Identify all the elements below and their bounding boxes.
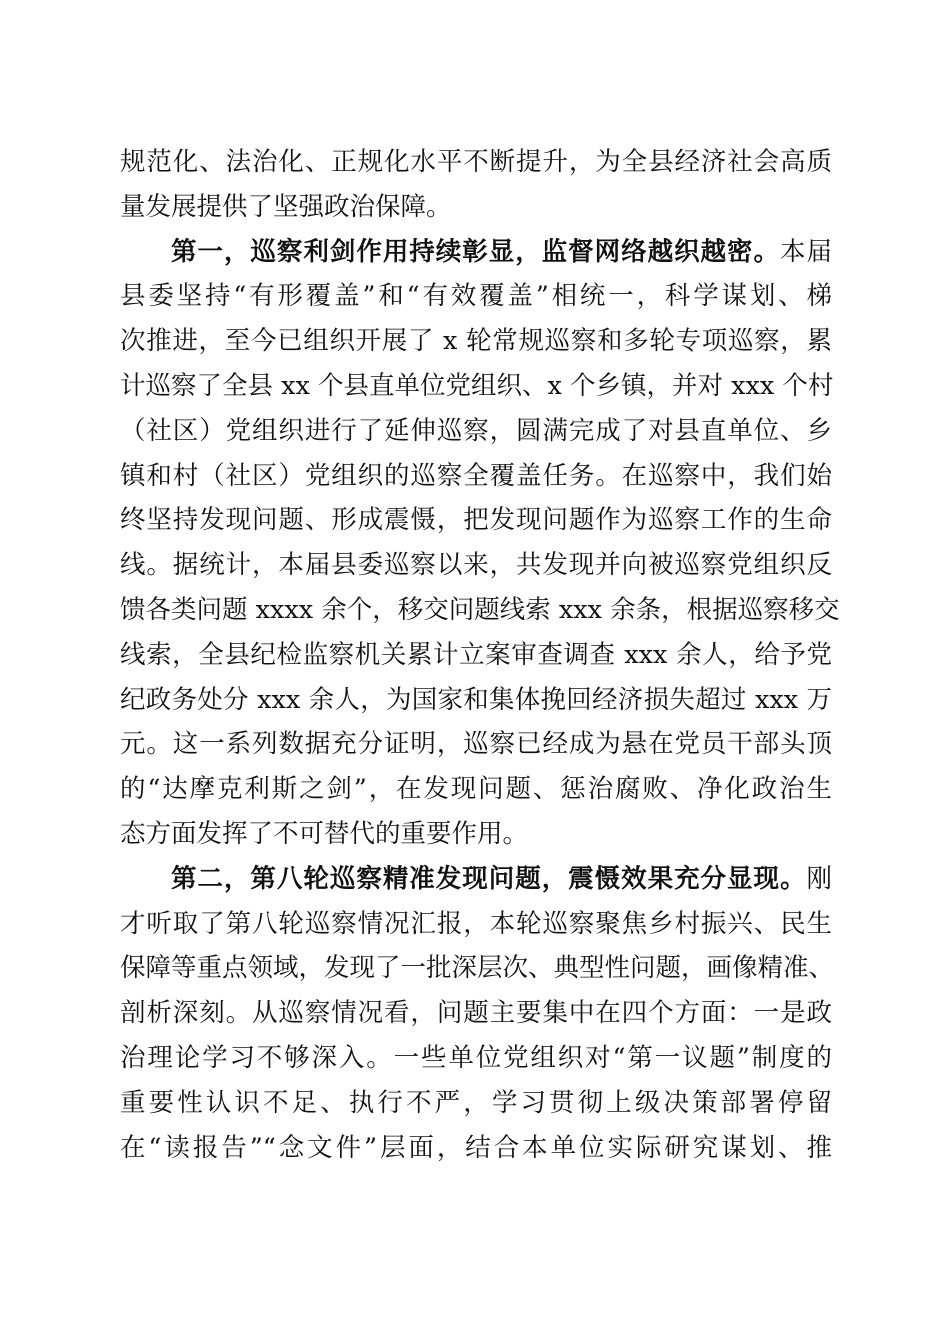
paragraph-1-line: 终坚持发现问题、形成震慑，把发现问题作为巡察工作的生命 <box>120 505 832 536</box>
paragraph-2-line: 剖析深刻。从巡察情况看，问题主要集中在四个方面：一是政 <box>120 998 832 1029</box>
paragraph-1-line: 县委坚持“有形覆盖”和“有效覆盖”相统一，科学谋划、梯 <box>120 281 832 312</box>
paragraph-intro-line-1: 规范化、法治化、正规化水平不断提升，为全县经济社会高质 <box>120 147 832 177</box>
paragraph-intro-line-2: 量发展提供了坚强政治保障。 <box>120 191 452 222</box>
paragraph-1-line: （社区）党组织进行了延伸巡察，圆满完成了对县直单位、乡 <box>120 415 832 446</box>
paragraph-2-heading: 第二，第八轮巡察精准发现问题，震慑效果充分显现。 <box>171 863 807 894</box>
paragraph-2-first-line-rest: 刚 <box>806 863 832 894</box>
paragraph-1-first-line <box>120 230 832 275</box>
paragraph-1-line: 镇和村（社区）党组织的巡察全覆盖任务。在巡察中，我们始 <box>120 460 832 491</box>
paragraph-1-line: 馈各类问题 xxxx 余个，移交问题线索 xxx 余条，根据巡察移交 <box>120 594 840 625</box>
paragraph-1-line: 计巡察了全县 xx 个县直单位党组织、x 个乡镇，并对 xxx 个村 <box>120 370 834 401</box>
paragraph-2-first-line <box>120 857 832 902</box>
paragraph-1-line: 的“达摩克利斯之剑”，在发现问题、惩治腐败、净化政治生 <box>120 774 832 805</box>
paragraph-1-line: 元。这一系列数据充分证明，巡察已经成为悬在党员干部头顶 <box>120 729 832 760</box>
paragraph-1-line: 线。据统计，本届县委巡察以来，共发现并向被巡察党组织反 <box>120 550 832 581</box>
document-body <box>120 140 840 1170</box>
paragraph-2-line: 才听取了第八轮巡察情况汇报，本轮巡察聚焦乡村振兴、民生 <box>120 908 832 939</box>
paragraph-2-line: 保障等重点领域，发现了一批深层次、典型性问题，画像精准、 <box>120 953 835 984</box>
paragraph-1-line: 态方面发挥了不可替代的重要作用。 <box>120 818 529 849</box>
paragraph-1-heading: 第一，巡察利剑作用持续彰显，监督网络越织越密。 <box>171 236 780 267</box>
paragraph-2-line: 治理论学习不够深入。一些单位党组织对“第一议题”制度的 <box>120 1042 832 1073</box>
paragraph-2-line: 在“读报告”“念文件”层面，结合本单位实际研究谋划、推 <box>120 1132 832 1163</box>
paragraph-1-line: 线索，全县纪检监察机关累计立案审查调查 xxx 余人，给予党 <box>120 639 832 670</box>
paragraph-1-first-line-rest: 本届 <box>780 236 832 267</box>
paragraph-1-line: 次推进，至今已组织开展了 x 轮常规巡察和多轮专项巡察，累 <box>120 326 832 357</box>
paragraph-2-line: 重要性认识不足、执行不严，学习贯彻上级决策部署停留 <box>120 1087 832 1118</box>
paragraph-1-line: 纪政务处分 xxx 余人，为国家和集体挽回经济损失超过 xxx 万 <box>120 684 832 715</box>
